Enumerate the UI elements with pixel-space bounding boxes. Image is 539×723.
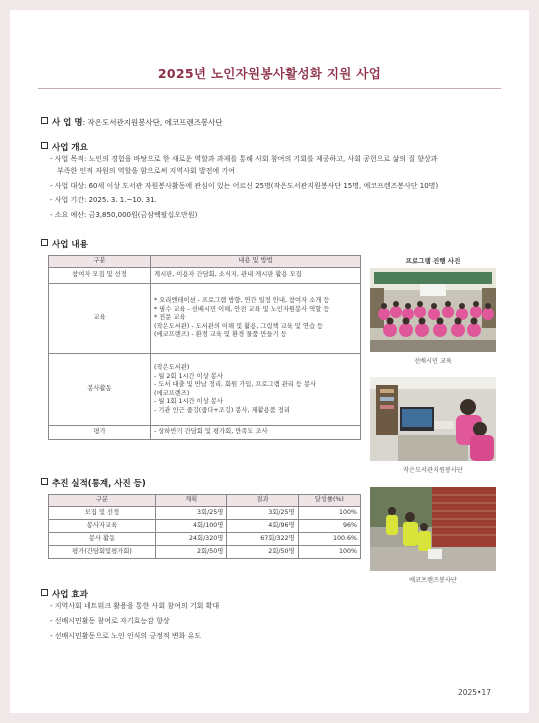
content-line: (작은도서관) [154,364,190,371]
title-rule [38,88,501,89]
square-bullet-icon [41,117,48,124]
effects-item: - 선배시민활동 참여로 자기효능감 향상 [50,617,170,625]
result-actual: 67회/322명 [227,533,298,546]
content-line: * 오리엔테이션 - 프로그램 방향, 연간 일정 안내, 참여자 소개 등 [154,297,330,305]
content-line: - 기관 인근 줍깅(줍다+조깅) 봉사, 재활용품 정리 [154,406,290,414]
table-header: 구분 [49,495,156,507]
content-line: 게시판, 이용자 간담회, 소식지, 관내 게시판 활용 모집 [154,271,302,279]
content-line: - 월 1회 1시간 이상 봉사 [154,398,223,405]
photo-eco-friends [370,487,496,571]
results-heading-text: 추진 실적(통계, 사진 등) [52,479,146,489]
photo-caption: 작은도서관지원봉사단 [403,467,463,474]
table-row [49,507,361,520]
overview-heading [41,141,88,153]
row-content [151,268,361,284]
page-number: 2025•17 [457,688,491,697]
square-bullet-icon [41,478,48,485]
overview-item: - 사업 기간: 2025. 3. 1.~10. 31. [50,196,157,204]
content-line: (작은도서관) - 도서관의 이해 및 활용, 그림책 교육 및 연습 등 [154,322,324,330]
table-row [49,546,361,559]
table-header: 결과 [227,495,298,507]
table-row [49,426,361,440]
result-rate: 100% [298,507,360,520]
content-line: (에코프렌즈) [154,389,190,397]
square-bullet-icon [41,239,48,246]
content-line: - 상하반기 간담회 및 평가회, 만족도 조사 [154,428,268,436]
square-bullet-icon [41,142,48,149]
table-header: 구분 [49,256,151,268]
row-category: 봉사활동 [49,354,151,426]
table-row [49,354,361,426]
photo-caption: 선배시민 교육 [414,358,452,365]
result-category: 모집 및 선정 [49,507,156,520]
table-header: 계획 [156,495,227,507]
table-header: 달성률(%) [298,495,360,507]
business-name-label: 사 업 명 [52,118,83,128]
effects-heading [41,588,88,600]
content-line: - 도서 대출 및 반납 정리, 회원 가입, 프로그램 관리 등 봉사 [154,381,317,388]
page-title: 2025년 노인자원봉사활성화 지원 사업 [157,66,382,81]
table-row [49,268,361,284]
result-actual: 4회/96명 [227,520,298,533]
result-plan: 2회/50명 [156,546,227,559]
overview-item: 부족한 인적 자원의 역할을 함으로써 지역사회 발전에 기여 [57,167,235,175]
result-rate: 96% [298,520,360,533]
overview-item: - 소요 예산: 금3,850,000원(금삼백팔십오만원) [50,211,198,219]
table-row [49,520,361,533]
table-row [49,533,361,546]
row-content [151,426,361,440]
content-line: - 월 2회 1시간 이상 봉사 [154,372,223,380]
content-heading-text: 사업 내용 [52,240,88,250]
overview-item: - 사업 목적: 노인의 경험을 바탕으로 한 새로운 역할과 과제를 통해 사회 참여의 기회를 제공하고, 사회 공헌으로 삶의 질 향상과 [50,155,438,163]
effects-item: - 지역사회 네트워크 활용을 통한 사회 참여의 기회 확대 [50,602,220,610]
effects-heading-text: 사업 효과 [52,590,88,600]
overview-heading-text: 사업 개요 [52,143,88,153]
result-actual: 2회/50명 [227,546,298,559]
result-category: 평가(간담회및평가회) [49,546,156,559]
photo-library-volunteers [370,377,496,461]
result-rate: 100% [298,546,360,559]
content-line: * 전문 교육 [154,314,186,322]
photo-senior-education [370,268,496,352]
photos-title: 프로그램 진행 사진 [405,257,461,265]
results-heading [41,477,146,489]
result-actual: 3회/25명 [227,507,298,520]
result-plan: 4회/100명 [156,520,227,533]
overview-item: - 사업 대상: 60세 이상 도서관 자원봉사활동에 관심이 있는 어르신 25명(작은도서관지원봉사단 15명, 에코프렌즈봉사단 10명) [50,182,439,190]
row-content [151,354,361,426]
row-category: 참여자 모집 및 선정 [49,268,151,284]
content-line: (에코프렌즈) - 환경 교육 및 환경 물품 만들기 등 [154,331,287,339]
results-table [48,494,361,559]
result-plan: 24회/320명 [156,533,227,546]
content-table [48,255,361,440]
row-category: 평가 [49,426,151,440]
business-name-row [41,116,223,128]
content-heading [41,238,88,250]
result-rate: 100.6% [298,533,360,546]
table-row [49,284,361,354]
result-plan: 3회/25명 [156,507,227,520]
effects-item: - 선배시민활동으로 노인 인식의 긍정적 변화 유도 [50,632,202,640]
result-category: 봉사자교육 [49,520,156,533]
business-name-value: : 작은도서관지원봉사단, 에코프렌즈봉사단 [82,118,223,127]
row-content [151,284,361,354]
square-bullet-icon [41,589,48,596]
content-line: * 필수 교육 - 선배시민 이해, 안전 교육 및 노인자원봉사 역할 등 [154,305,330,313]
table-header: 내용 및 방법 [151,256,361,268]
photo-caption: 에코프렌즈봉사단 [409,577,457,584]
result-category: 봉사 활동 [49,533,156,546]
row-category: 교육 [49,284,151,354]
